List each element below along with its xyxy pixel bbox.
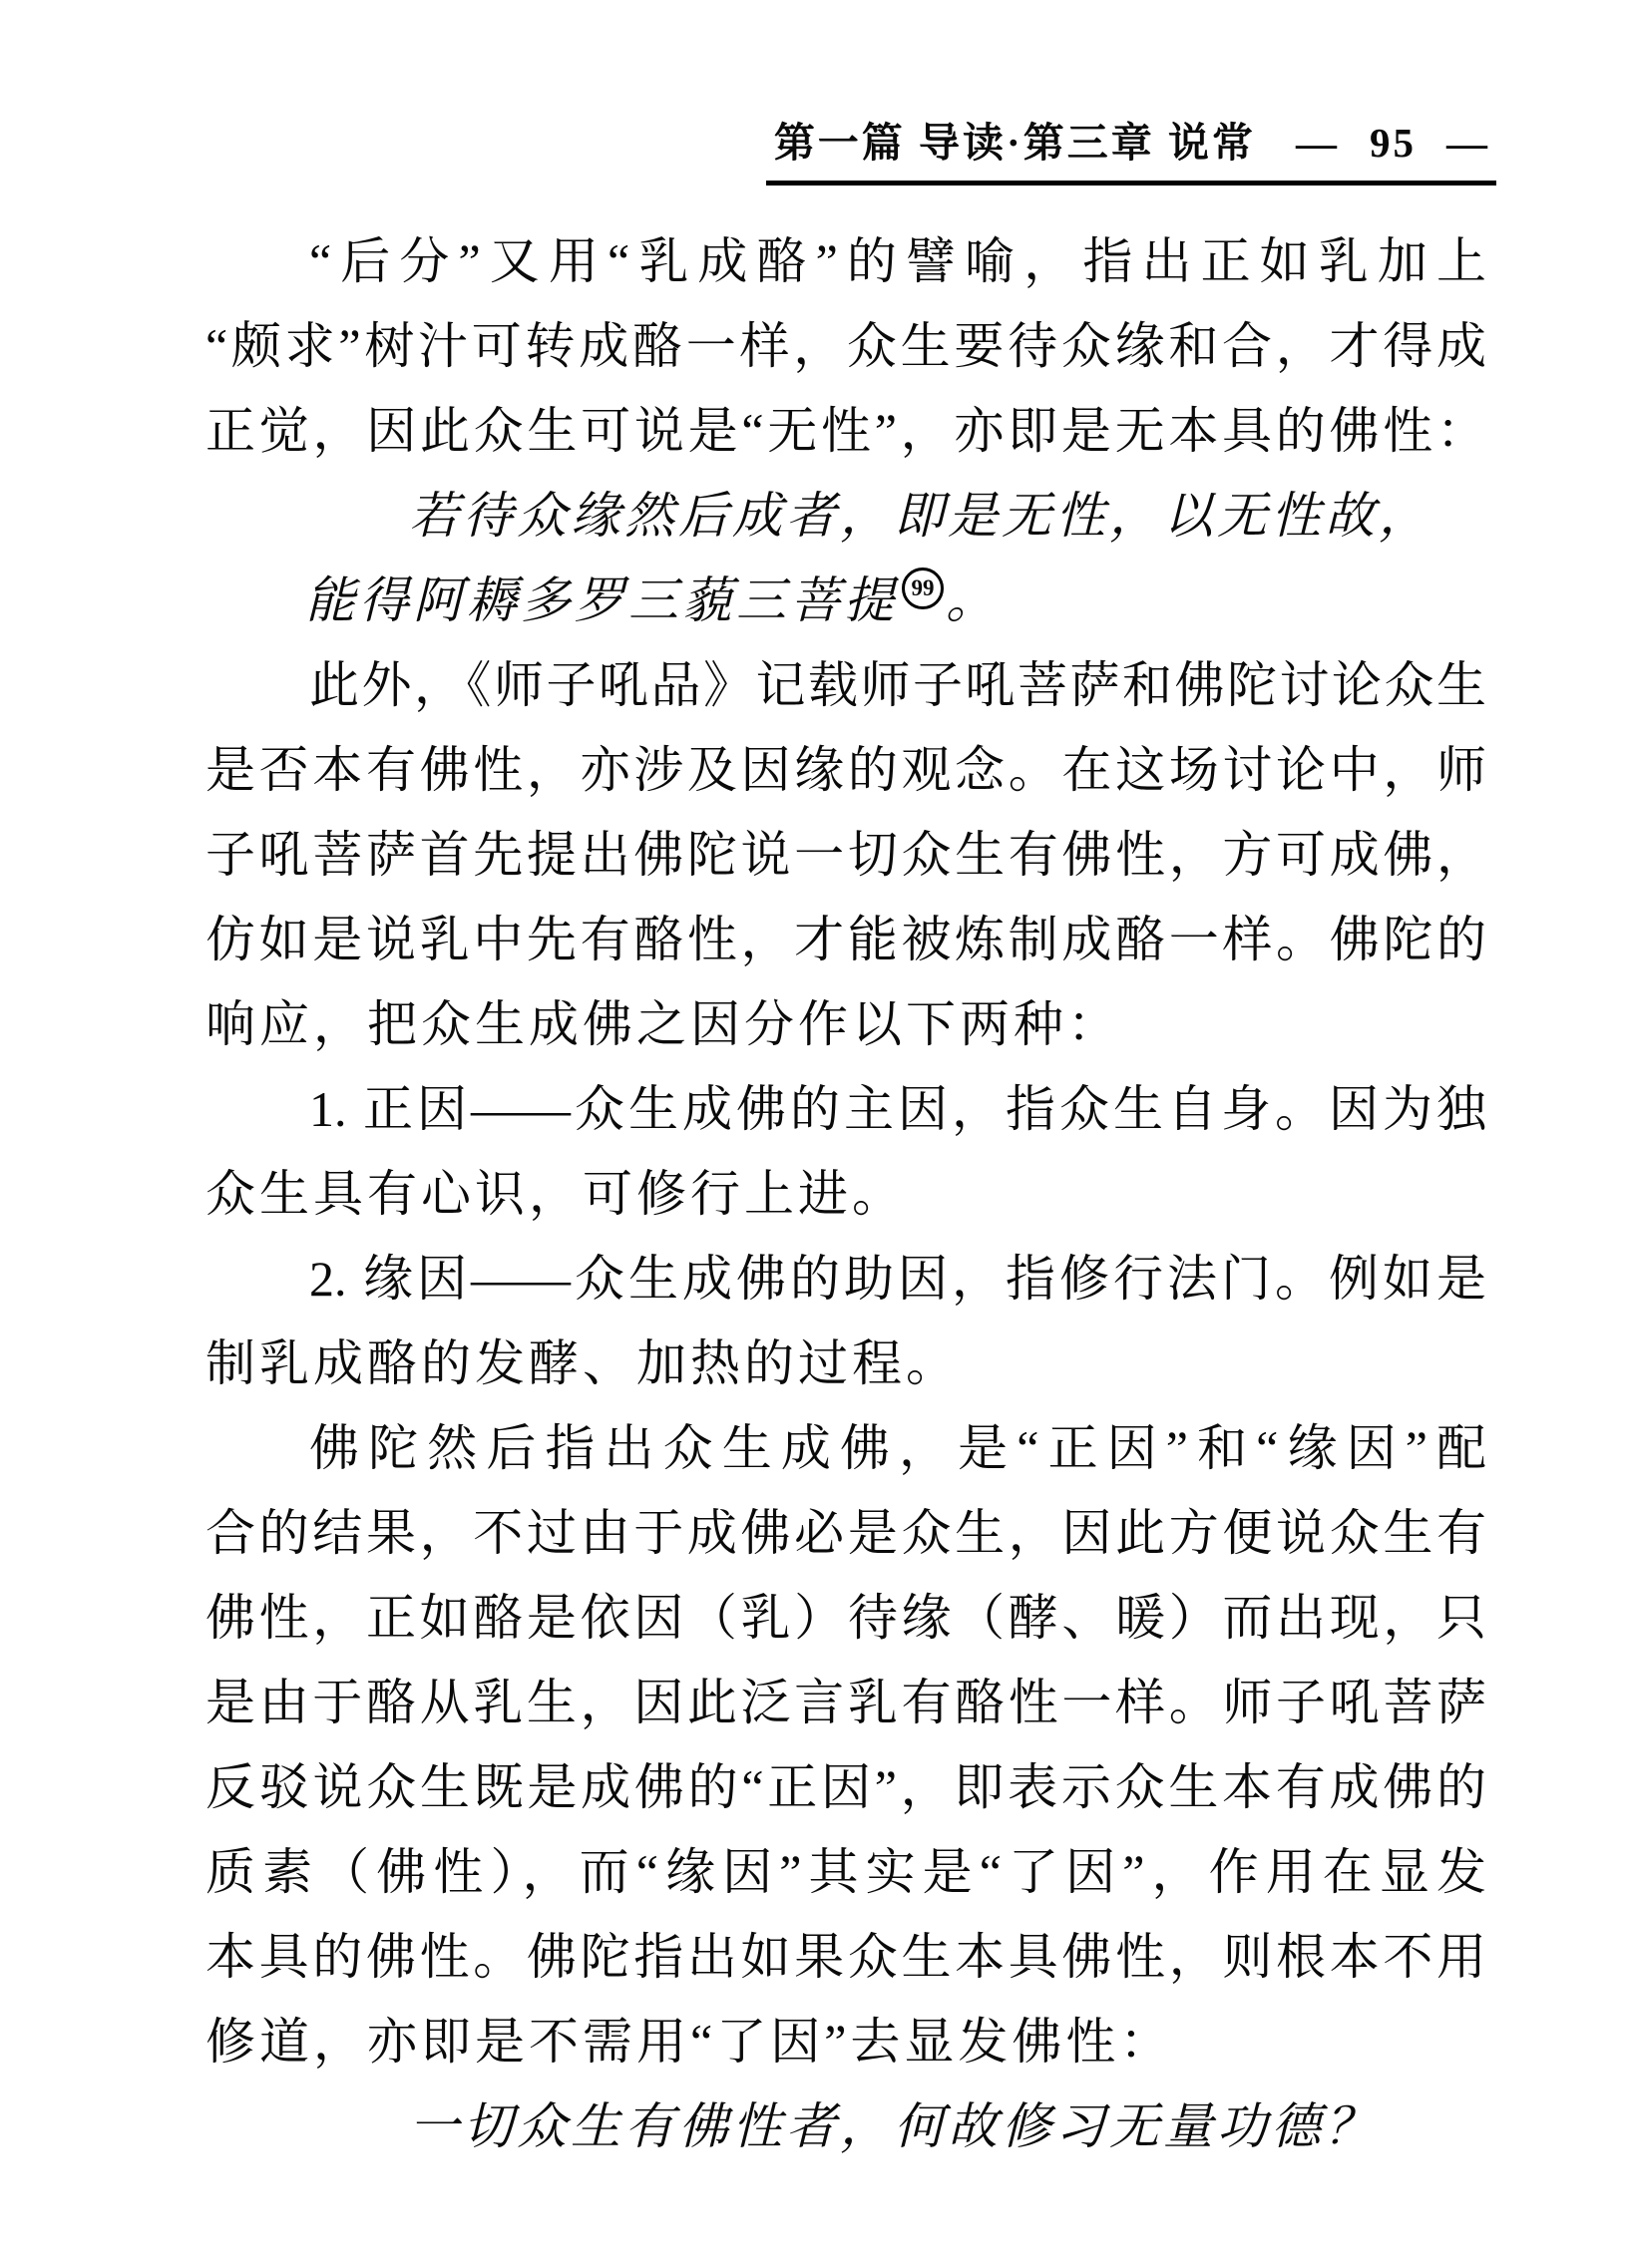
line-text: 仿如是说乳中先有酪性，才能被炼制成酪一样。佛陀的 bbox=[205, 912, 1486, 967]
line-text: “后分”又用“乳成酪”的譬喻，指出正如乳加上 bbox=[309, 233, 1486, 289]
text-line bbox=[205, 1406, 1486, 1491]
quote-line bbox=[205, 559, 1486, 643]
text-line bbox=[205, 1067, 1486, 1152]
running-header bbox=[766, 110, 1496, 186]
text-line bbox=[205, 2000, 1486, 2084]
page-body bbox=[205, 219, 1486, 2169]
line-text: 一切众生有佛性者，何故修习无量功德？ bbox=[409, 2098, 1379, 2154]
line-text: 2. 缘因——众生成佛的助因，指修行法门。例如是 bbox=[309, 1251, 1486, 1307]
line-text: 反驳说众生既是成佛的“正因”，即表示众生本有成佛的 bbox=[205, 1759, 1486, 1815]
quote-line bbox=[205, 474, 1486, 559]
line-text: 本具的佛性。佛陀指出如果众生本具佛性，则根本不用 bbox=[205, 1929, 1486, 1985]
text-line bbox=[205, 813, 1486, 898]
line-text: 佛陀然后指出众生成佛，是“正因”和“缘因”配 bbox=[309, 1420, 1486, 1476]
page-dash-left: — bbox=[1296, 120, 1340, 166]
chapter-title: 第一篇 导读·第三章 说常 bbox=[773, 120, 1256, 166]
text-line bbox=[205, 643, 1486, 728]
text-line bbox=[205, 982, 1486, 1067]
text-line bbox=[205, 219, 1486, 304]
line-text: 是由于酪从乳生，因此泛言乳有酪性一样。师子吼菩萨 bbox=[205, 1675, 1486, 1730]
page-number-group bbox=[1296, 119, 1490, 167]
footnote-marker: 99 bbox=[902, 567, 944, 609]
line-text: 质素（佛性），而“缘因”其实是“了因”，作用在显发 bbox=[205, 1844, 1486, 1900]
text-line bbox=[205, 304, 1486, 389]
line-text: 正觉，因此众生可说是“无性”，亦即是无本具的佛性： bbox=[205, 403, 1486, 459]
line-text: 制乳成酪的发酵、加热的过程。 bbox=[205, 1335, 960, 1391]
text-line bbox=[205, 389, 1486, 474]
line-text-after: 。 bbox=[946, 572, 1000, 628]
text-line bbox=[205, 1322, 1486, 1406]
page-number: 95 bbox=[1370, 120, 1417, 166]
line-text: 众生具有心识，可修行上进。 bbox=[205, 1166, 906, 1222]
text-line bbox=[205, 728, 1486, 813]
page-dash-right: — bbox=[1446, 120, 1490, 166]
text-line bbox=[205, 1915, 1486, 2000]
line-text: 修道，亦即是不需用“了因”去显发佛性： bbox=[205, 2014, 1174, 2070]
line-text: 是否本有佛性，亦涉及因缘的观念。在这场讨论中，师 bbox=[205, 742, 1486, 798]
text-line bbox=[205, 1237, 1486, 1322]
line-text: 合的结果，不过由于成佛必是众生，因此方便说众生有 bbox=[205, 1505, 1486, 1561]
text-line bbox=[205, 1491, 1486, 1576]
line-text: “颇求”树汁可转成酪一样，众生要待众缘和合，才得成 bbox=[205, 318, 1486, 374]
text-line bbox=[205, 1745, 1486, 1830]
text-line bbox=[205, 1576, 1486, 1661]
text-line bbox=[205, 898, 1486, 982]
quote-line bbox=[205, 2084, 1486, 2169]
text-line bbox=[205, 1152, 1486, 1237]
line-text: 能得阿耨多罗三藐三菩提 bbox=[305, 572, 898, 628]
line-text: 佛性，正如酪是依因（乳）待缘（酵、暖）而出现，只 bbox=[205, 1590, 1486, 1646]
running-header-rule bbox=[766, 110, 1496, 186]
line-text: 此外，《师子吼品》记载师子吼菩萨和佛陀讨论众生 bbox=[309, 657, 1486, 713]
line-text: 子吼菩萨首先提出佛陀说一切众生有佛性，方可成佛， bbox=[205, 827, 1486, 883]
text-line bbox=[205, 1830, 1486, 1915]
line-text: 1. 正因——众生成佛的主因，指众生自身。因为独 bbox=[309, 1081, 1486, 1137]
line-text: 若待众缘然后成者，即是无性，以无性故， bbox=[409, 488, 1432, 544]
text-line bbox=[205, 1661, 1486, 1745]
line-text: 响应，把众生成佛之因分作以下两种： bbox=[205, 996, 1121, 1052]
